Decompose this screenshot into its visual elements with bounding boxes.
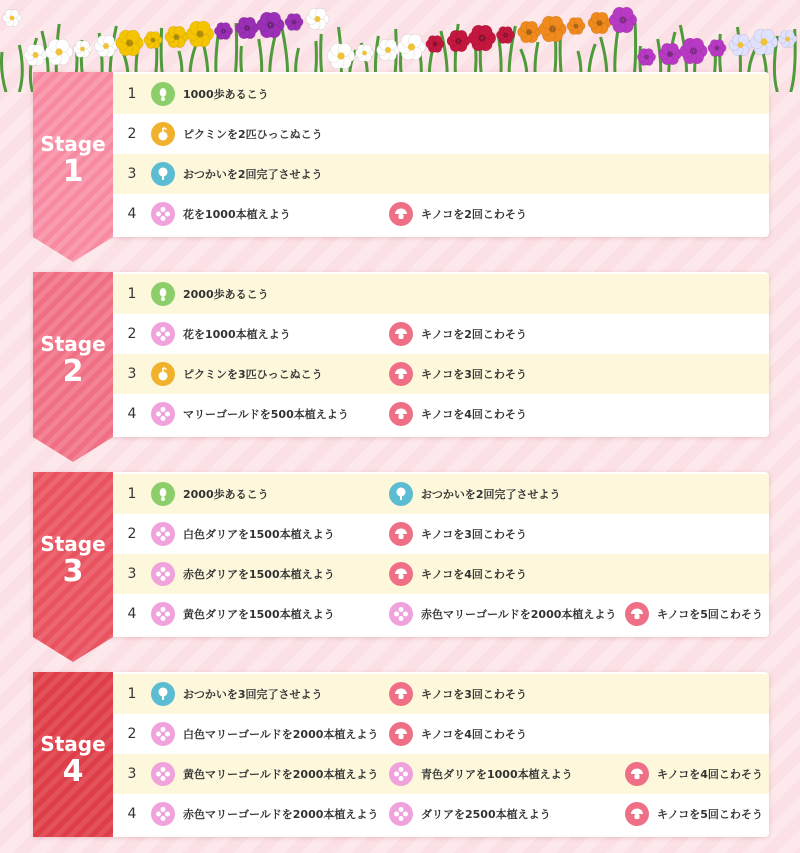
mushroom-icon bbox=[625, 762, 649, 786]
flower-icon bbox=[151, 802, 175, 826]
footprint-icon bbox=[151, 82, 175, 106]
tree-icon bbox=[389, 482, 413, 506]
task-text: 白色ダリアを1500本植えよう bbox=[183, 528, 335, 541]
row-number: 2 bbox=[127, 126, 137, 142]
row-number: 3 bbox=[127, 166, 137, 182]
stage-4-card bbox=[33, 672, 769, 837]
pikmin-icon bbox=[151, 362, 175, 386]
task-text: 2000歩あるこう bbox=[183, 288, 269, 301]
task-item bbox=[151, 74, 269, 114]
task-row bbox=[113, 714, 769, 754]
task-text: キノコを5回こわそう bbox=[657, 808, 763, 821]
task-item bbox=[389, 394, 527, 434]
flower-icon bbox=[151, 522, 175, 546]
mushroom-icon bbox=[389, 322, 413, 346]
task-item bbox=[389, 594, 616, 634]
mushroom-icon bbox=[389, 202, 413, 226]
stage-3-card bbox=[33, 472, 769, 637]
flower-icon bbox=[151, 602, 175, 626]
task-row bbox=[113, 274, 769, 314]
row-number: 3 bbox=[127, 566, 137, 582]
stage-number: 1 bbox=[62, 154, 84, 189]
task-text: キノコを3回こわそう bbox=[421, 368, 527, 381]
task-row bbox=[113, 394, 769, 434]
task-item bbox=[151, 794, 378, 834]
task-row bbox=[113, 514, 769, 554]
task-item bbox=[389, 554, 527, 594]
row-number: 2 bbox=[127, 526, 137, 542]
task-text: キノコを3回こわそう bbox=[421, 528, 527, 541]
task-text: キノコを4回こわそう bbox=[421, 408, 527, 421]
task-item bbox=[625, 754, 763, 794]
task-text: 赤色マリーゴールドを2000本植えよう bbox=[183, 808, 379, 821]
stage-3-tasks bbox=[113, 472, 769, 637]
row-number: 3 bbox=[127, 766, 137, 782]
task-text: 黄色マリーゴールドを2000本植えよう bbox=[183, 768, 379, 781]
row-number: 1 bbox=[127, 286, 137, 302]
task-text: 黄色ダリアを1500本植えよう bbox=[183, 608, 335, 621]
task-item bbox=[151, 314, 291, 354]
row-number: 4 bbox=[127, 606, 137, 622]
task-row bbox=[113, 194, 769, 234]
task-text: キノコを4回こわそう bbox=[421, 728, 527, 741]
task-row bbox=[113, 114, 769, 154]
task-text: ピクミンを2匹ひっこぬこう bbox=[183, 128, 323, 141]
stage-1-tasks bbox=[113, 72, 769, 237]
row-number: 2 bbox=[127, 726, 137, 742]
task-item bbox=[625, 794, 763, 834]
stage-number: 3 bbox=[62, 554, 84, 589]
flower-icon bbox=[389, 802, 413, 826]
mushroom-icon bbox=[389, 522, 413, 546]
flower-icon bbox=[389, 762, 413, 786]
pikmin-icon bbox=[151, 122, 175, 146]
task-item bbox=[151, 154, 323, 194]
task-item bbox=[389, 754, 573, 794]
task-row bbox=[113, 674, 769, 714]
row-number: 1 bbox=[127, 486, 137, 502]
task-text: キノコを5回こわそう bbox=[657, 608, 763, 621]
flower-icon bbox=[151, 202, 175, 226]
task-text: 2000歩あるこう bbox=[183, 488, 269, 501]
task-item bbox=[389, 674, 527, 714]
row-number: 1 bbox=[127, 686, 137, 702]
task-text: キノコを3回こわそう bbox=[421, 688, 527, 701]
mushroom-icon bbox=[389, 562, 413, 586]
row-number: 4 bbox=[127, 406, 137, 422]
row-number: 2 bbox=[127, 326, 137, 342]
mushroom-icon bbox=[389, 402, 413, 426]
stage-number: 2 bbox=[62, 354, 84, 389]
task-item bbox=[151, 114, 323, 154]
task-row bbox=[113, 794, 769, 834]
task-row bbox=[113, 314, 769, 354]
stage-2-banner bbox=[33, 272, 113, 462]
task-item bbox=[389, 474, 561, 514]
task-item bbox=[151, 594, 335, 634]
task-row bbox=[113, 554, 769, 594]
tree-icon bbox=[151, 682, 175, 706]
stage-2-card bbox=[33, 272, 769, 437]
task-row bbox=[113, 474, 769, 514]
task-text: 青色ダリアを1000本植えよう bbox=[421, 768, 573, 781]
stage-label: Stage bbox=[40, 132, 106, 156]
task-text: 1000歩あるこう bbox=[183, 88, 269, 101]
mushroom-icon bbox=[389, 722, 413, 746]
row-number: 1 bbox=[127, 86, 137, 102]
flower-icon bbox=[151, 402, 175, 426]
task-row bbox=[113, 74, 769, 114]
mushroom-icon bbox=[389, 362, 413, 386]
task-item bbox=[389, 794, 551, 834]
flower-icon bbox=[389, 602, 413, 626]
task-row bbox=[113, 154, 769, 194]
task-item bbox=[389, 194, 527, 234]
mushroom-icon bbox=[389, 682, 413, 706]
stage-number: 4 bbox=[62, 754, 84, 789]
stage-3-banner bbox=[33, 472, 113, 662]
task-item bbox=[151, 554, 335, 594]
stage-label: Stage bbox=[40, 532, 106, 556]
flower-icon bbox=[151, 762, 175, 786]
task-text: 赤色ダリアを1500本植えよう bbox=[183, 568, 335, 581]
task-text: おつかいを2回完了させよう bbox=[421, 488, 561, 501]
mushroom-icon bbox=[625, 802, 649, 826]
stage-2-tasks bbox=[113, 272, 769, 437]
task-text: おつかいを2回完了させよう bbox=[183, 168, 323, 181]
task-row bbox=[113, 754, 769, 794]
task-item bbox=[151, 394, 349, 434]
task-item bbox=[151, 274, 269, 314]
task-item bbox=[389, 514, 527, 554]
task-text: 花を1000本植えよう bbox=[183, 208, 291, 221]
task-item bbox=[151, 194, 291, 234]
task-text: キノコを2回こわそう bbox=[421, 328, 527, 341]
stage-label: Stage bbox=[40, 332, 106, 356]
stage-1-card bbox=[33, 72, 769, 237]
row-number: 4 bbox=[127, 806, 137, 822]
flower-icon bbox=[151, 562, 175, 586]
tree-icon bbox=[151, 162, 175, 186]
task-row bbox=[113, 594, 769, 634]
task-item bbox=[151, 754, 378, 794]
task-text: おつかいを3回完了させよう bbox=[183, 688, 323, 701]
task-text: ダリアを2500本植えよう bbox=[421, 808, 551, 821]
footprint-icon bbox=[151, 282, 175, 306]
flower-icon bbox=[151, 722, 175, 746]
task-text: キノコを2回こわそう bbox=[421, 208, 527, 221]
task-text: 赤色マリーゴールドを2000本植えよう bbox=[421, 608, 617, 621]
task-item bbox=[389, 714, 527, 754]
task-text: キノコを4回こわそう bbox=[421, 568, 527, 581]
task-text: ピクミンを3匹ひっこぬこう bbox=[183, 368, 323, 381]
row-number: 3 bbox=[127, 366, 137, 382]
footprint-icon bbox=[151, 482, 175, 506]
task-item bbox=[151, 354, 323, 394]
task-item bbox=[389, 354, 527, 394]
task-item bbox=[151, 514, 335, 554]
task-text: キノコを4回こわそう bbox=[657, 768, 763, 781]
stage-4-tasks bbox=[113, 672, 769, 837]
stage-4-banner bbox=[33, 672, 113, 837]
row-number: 4 bbox=[127, 206, 137, 222]
task-item bbox=[389, 314, 527, 354]
task-item bbox=[625, 594, 763, 634]
task-item bbox=[151, 714, 378, 754]
stage-1-banner bbox=[33, 72, 113, 262]
task-item bbox=[151, 474, 269, 514]
mushroom-icon bbox=[625, 602, 649, 626]
task-item bbox=[151, 674, 323, 714]
task-row bbox=[113, 354, 769, 394]
stage-label: Stage bbox=[40, 732, 106, 756]
task-text: 花を1000本植えよう bbox=[183, 328, 291, 341]
task-text: 白色マリーゴールドを2000本植えよう bbox=[183, 728, 379, 741]
flower-icon bbox=[151, 322, 175, 346]
task-text: マリーゴールドを500本植えよう bbox=[183, 408, 349, 421]
